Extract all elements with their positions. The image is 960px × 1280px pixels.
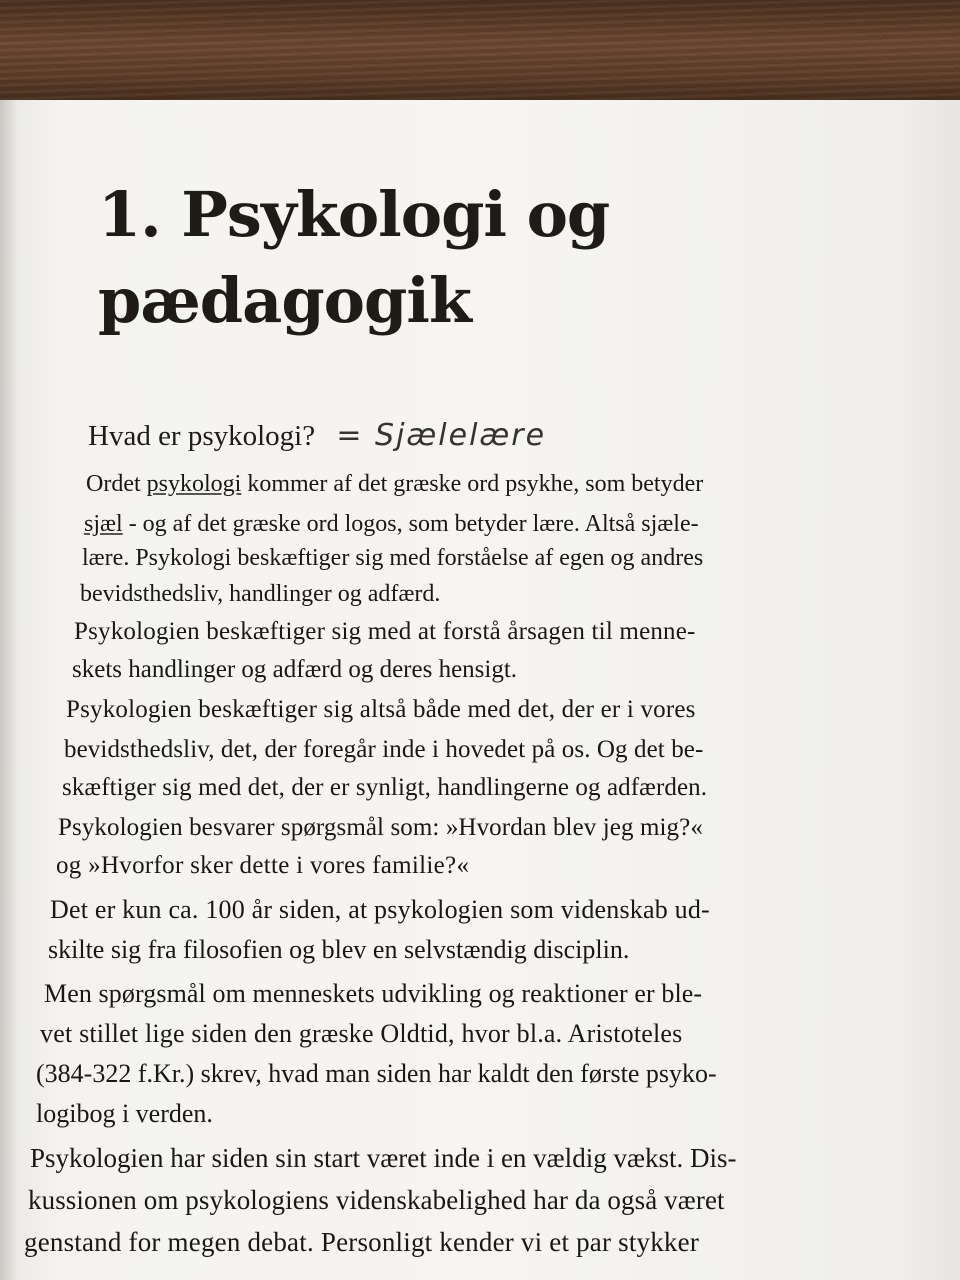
body-line <box>84 506 699 542</box>
body-line-text: Psykologien beskæftiger sig med at forstå årsagen til menne- <box>74 618 696 645</box>
body-line <box>36 1056 717 1092</box>
body-line-text: kommer af det græske ord psykhe, som betyder <box>241 471 704 497</box>
book-page <box>0 100 960 1280</box>
body-line <box>50 892 710 928</box>
body-line <box>40 1016 683 1052</box>
body-line-text: (384-322 f.Kr.) skrev, hvad man siden har kaldt den første psyko- <box>36 1059 717 1088</box>
body-line-text: Ordet <box>86 471 147 497</box>
chapter-title-line-1: 1. Psykologi og <box>98 178 610 251</box>
body-line <box>56 848 469 884</box>
body-line-text: bevidsthedsliv, det, der foregår inde i hovedet på os. Og det be- <box>64 736 704 763</box>
body-line-text: logibog i verden. <box>36 1099 213 1128</box>
page-edge <box>0 100 16 1280</box>
body-line-text: Psykologien har siden sin start været inde i en vældig vækst. Dis- <box>30 1143 737 1173</box>
body-line <box>66 692 696 728</box>
body-line-text: Psykologien beskæftiger sig altså både med det, der er i vores <box>66 696 696 723</box>
body-line <box>58 810 703 846</box>
underlined-word: psykologi <box>146 471 242 497</box>
body-line <box>82 540 703 576</box>
chapter-title <box>98 172 798 344</box>
body-line-text: Psykologien besvarer spørgsmål som: »Hvordan blev jeg mig?« <box>58 814 703 841</box>
chapter-title-line-2: pædagogik <box>98 264 471 337</box>
wooden-table-background <box>0 0 960 110</box>
body-line-text: kussionen om psykologiens videnskabelighed har da også været <box>28 1185 725 1215</box>
underlined-word: sjæl <box>84 511 123 537</box>
section-heading: Hvad er psykologi? <box>88 420 316 452</box>
body-line <box>28 1182 725 1218</box>
body-line-text: genstand for megen debat. Personligt kender vi et par stykker <box>24 1227 700 1257</box>
handwritten-note: = Sjælelære <box>336 418 547 453</box>
body-line-text: og »Hvorfor sker dette i vores familie?« <box>56 852 470 879</box>
body-line <box>24 1224 699 1260</box>
body-line <box>62 770 707 806</box>
body-line-text: skilte sig fra filosofien og blev en selvstændig disciplin. <box>48 935 630 964</box>
body-line-text: lære. Psykologi beskæftiger sig med forståelse af egen og andres <box>82 545 704 571</box>
body-line-text: Men spørgsmål om menneskets udvikling og reaktioner er ble- <box>44 979 703 1008</box>
body-line <box>86 466 703 502</box>
body-line <box>72 652 517 688</box>
body-line <box>36 1096 213 1132</box>
body-line <box>64 732 703 768</box>
body-line-text: - og af det græske ord logos, som betyder lære. Altså sjæle- <box>122 511 699 537</box>
body-line-text: Det er kun ca. 100 år siden, at psykologien som videnskab ud- <box>50 895 710 924</box>
body-line-text: bevidsthedsliv, handlinger og adfærd. <box>80 581 441 607</box>
body-line-text: skets handlinger og adfærd og deres hensigt. <box>72 656 518 683</box>
section-header <box>88 418 546 453</box>
body-line <box>48 932 629 968</box>
body-line <box>80 576 440 612</box>
body-line <box>74 614 696 650</box>
body-line <box>30 1140 736 1176</box>
body-line-text: vet stillet lige siden den græske Oldtid, hvor bl.a. Aristoteles <box>40 1019 683 1048</box>
body-line-text: skæftiger sig med det, der er synligt, handlingerne og adfærden. <box>62 774 708 801</box>
body-line <box>44 976 702 1012</box>
